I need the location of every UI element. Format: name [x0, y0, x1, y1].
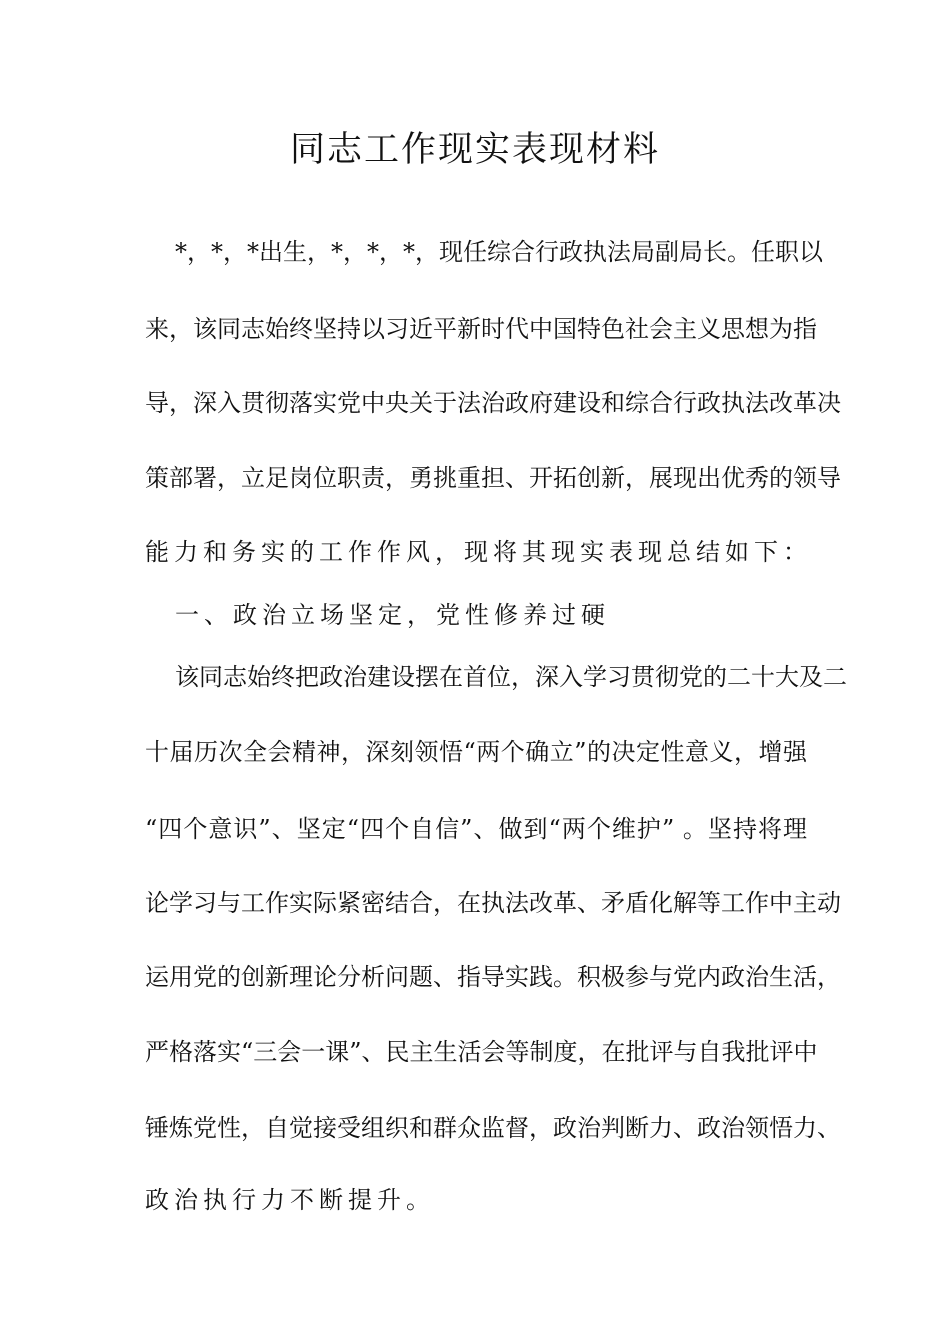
text-line: 十届历次全会精神，深刻领悟“两个确立”的决定性意义，增强 [145, 738, 807, 766]
text-line: 策部署，立足岗位职责，勇挑重担、开拓创新，展现出优秀的领导 [145, 464, 841, 492]
text-line: “四个意识”、坚定“四个自信”、做到“两个维护” 。坚持将理 [145, 815, 807, 843]
text-line: 能力和务实的工作作风，现将其现实表现总结如下： [145, 538, 812, 566]
text-line: 来，该同志始终坚持以习近平新时代中国特色社会主义思想为指 [145, 315, 817, 343]
text-line: 论学习与工作实际紧密结合，在执法改革、矛盾化解等工作中主动 [145, 889, 841, 917]
document-title: 同志工作现实表现材料 [289, 130, 660, 170]
text-line: 锤炼党性，自觉接受组织和群众监督，政治判断力、政治领悟力、 [145, 1114, 841, 1142]
text-line: 导，深入贯彻落实党中央关于法治政府建设和综合行政执法改革决 [145, 389, 841, 417]
text-line: 严格落实“三会一课”、民主生活会等制度，在批评与自我批评中 [145, 1038, 818, 1066]
text-line: 政治执行力不断提升。 [145, 1186, 435, 1214]
text-line: *，*，*出生，*，*，*，现任综合行政执法局副局长。任职以 [175, 238, 823, 266]
text-line: 该同志始终把政治建设摆在首位，深入学习贯彻党的二十大及二 [175, 663, 847, 691]
section-heading: 一、政治立场坚定，党性修养过硬 [175, 601, 610, 629]
text-line: 运用党的创新理论分析问题、指导实践。积极参与党内政治生活， [145, 963, 841, 991]
